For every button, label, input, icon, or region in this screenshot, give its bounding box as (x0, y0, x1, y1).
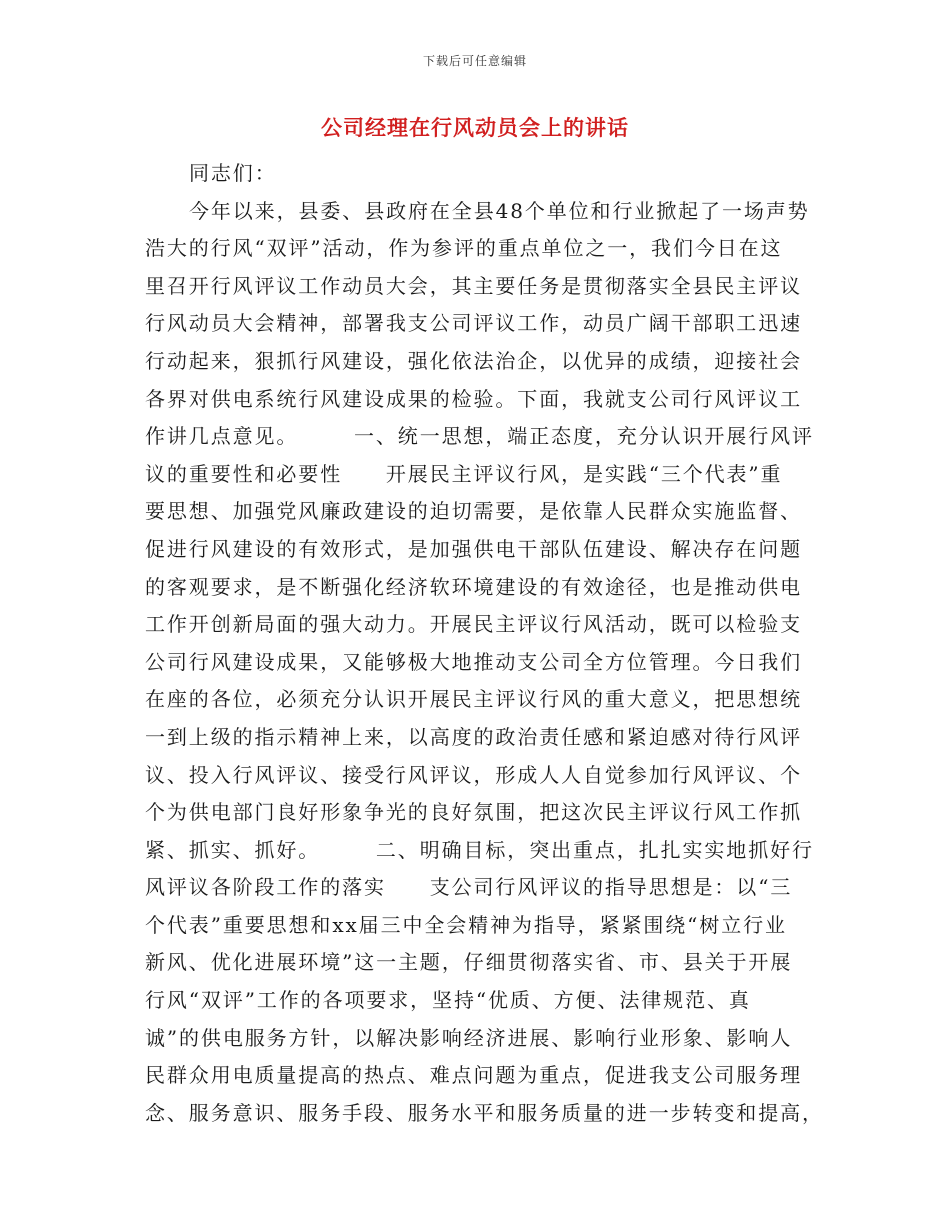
body-line: 念、服务意识、服务手段、服务水平和服务质量的进一步转变和提高， (145, 1100, 824, 1125)
body-line: 要思想、加强党风廉政建设的迫切需要，是依靠人民群众实施监督、 (145, 499, 802, 524)
body-line: 风评议各阶段工作的落实 支公司行风评议的指导思想是：以“三 (145, 875, 793, 900)
document-title: 公司经理在行风动员会上的讲话 (321, 115, 629, 140)
body-line: 行动起来，狠抓行风建设，强化依法治企，以优异的成绩，迎接社会 (145, 348, 802, 373)
body-line: 在座的各位，必须充分认识开展民主评议行风的重大意义，把思想统 (145, 687, 802, 712)
body-line: 工作开创新局面的强大动力。开展民主评议行风活动，既可以检验支 (145, 612, 802, 637)
body-line: 行风动员大会精神，部署我支公司评议工作，动员广阔干部职工迅速 (145, 311, 802, 336)
body-line: 一到上级的指示精神上来，以高度的政治责任感和紧迫感对待行风评 (145, 724, 802, 749)
body-line: 公司行风建设成果，又能够极大地推动支公司全方位管理。今日我们 (145, 649, 802, 674)
body-line: 紧、抓实、抓好。 二、明确目标，突出重点，扎扎实实地抓好行 (145, 837, 814, 862)
body-line: 诚”的供电服务方针，以解决影响经济进展、影响行业形象、影响人 (145, 1025, 793, 1050)
body-line: 的客观要求，是不断强化经济软环境建设的有效途径，也是推动供电 (145, 574, 802, 599)
body-line: 促进行风建设的有效形式，是加强供电干部队伍建设、解决存在问题 (145, 536, 802, 561)
body-line: 个为供电部门良好形象争光的良好氛围，把这次民主评议行风工作抓 (145, 800, 802, 825)
header-note: 下载后可任意编辑 (422, 54, 527, 68)
body-line: 议的重要性和必要性 开展民主评议行风，是实践“三个代表”重 (145, 461, 783, 486)
body-line: 新风、优化进展环境”这一主题，仔细贯彻落实省、市、县关于开展 (145, 950, 793, 975)
body-line: 个代表”重要思想和xx届三中全会精神为指导，紧紧围绕“树立行业 (145, 912, 787, 937)
body-line: 各界对供电系统行风建设成果的检验。下面，我就支公司行风评议工 (145, 386, 802, 411)
body-line: 浩大的行风“双评”活动，作为参评的重点单位之一，我们今日在这 (145, 236, 783, 261)
body-line: 议、投入行风评议、接受行风评议，形成人人自觉参加行风评议、个 (145, 762, 802, 787)
body-line: 里召开行风评议工作动员大会，其主要任务是贯彻落实全县民主评议 (145, 273, 802, 298)
body-line: 今年以来，县委、县政府在全县48个单位和行业掀起了一场声势 (189, 198, 810, 223)
body-line: 行风“双评”工作的各项要求，坚持“优质、方便、法律规范、真 (145, 988, 751, 1013)
body-line: 同志们： (189, 161, 277, 185)
body-line: 民群众用电质量提高的热点、难点问题为重点，促进我支公司服务理 (145, 1063, 802, 1088)
body-line: 作讲几点意见。 一、统一思想，端正态度，充分认识开展行风评 (145, 424, 814, 449)
speech-body (145, 155, 824, 1132)
